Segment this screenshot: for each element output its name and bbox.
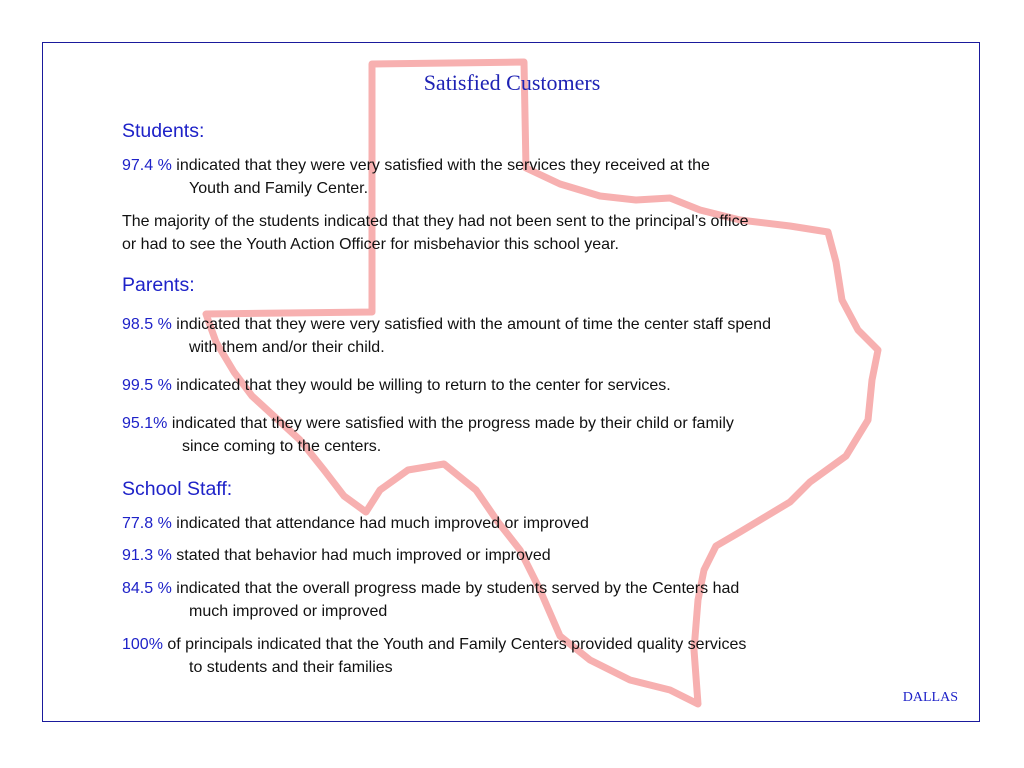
stat-percent: 77.8 % xyxy=(122,515,172,532)
stat-percent: 98.5 % xyxy=(122,316,172,333)
stat-percent: 99.5 % xyxy=(122,377,172,394)
parents-stat-1 xyxy=(122,313,771,359)
parents-stat-2 xyxy=(122,374,671,397)
parents-stat-3 xyxy=(122,412,734,458)
stat-text: indicated that attendance had much improved or improved xyxy=(176,515,589,532)
staff-stat-4 xyxy=(122,633,746,679)
students-note-line-2: or had to see the Youth Action Officer for misbehavior this school year. xyxy=(122,236,619,253)
stat-text-continued: Youth and Family Center. xyxy=(189,180,369,197)
stat-percent: 97.4 % xyxy=(122,157,172,174)
footer-location: DALLAS xyxy=(902,690,958,705)
stat-text: stated that behavior had much improved or improved xyxy=(176,547,551,564)
stat-percent: 95.1% xyxy=(122,415,168,432)
stat-percent: 84.5 % xyxy=(122,580,172,597)
stat-percent: 100% xyxy=(122,636,163,653)
parents-heading: Parents: xyxy=(122,274,195,296)
stat-text: indicated that the overall progress made by students served by the Centers had xyxy=(176,580,740,597)
stat-percent: 91.3 % xyxy=(122,547,172,564)
page-title: Satisfied Customers xyxy=(423,70,601,95)
stat-text: indicated that they would be willing to return to the center for services. xyxy=(176,377,671,394)
stat-text-continued: to students and their families xyxy=(189,659,393,676)
staff-stat-1 xyxy=(122,512,589,535)
school-staff-heading: School Staff: xyxy=(122,478,233,500)
stat-text-continued: with them and/or their child. xyxy=(189,339,385,356)
stat-text: indicated that they were very satisfied with the services they received at the xyxy=(176,157,710,174)
stat-text: of principals indicated that the Youth and Family Centers provided quality services xyxy=(162,636,747,653)
stat-text: indicated that they were very satisfied with the amount of time the center staff spend xyxy=(176,316,771,333)
students-heading: Students: xyxy=(122,120,205,142)
students-note-line-1: The majority of the students indicated that they had not been sent to the principal’s office xyxy=(122,213,749,230)
stat-text-continued: much improved or improved xyxy=(189,603,388,620)
stat-text-continued: since coming to the centers. xyxy=(182,438,382,455)
students-stat-1 xyxy=(122,154,710,200)
stat-text: indicated that they were satisfied with the progress made by their child or family xyxy=(171,415,734,432)
staff-stat-3 xyxy=(122,577,739,623)
staff-stat-2 xyxy=(122,544,551,567)
